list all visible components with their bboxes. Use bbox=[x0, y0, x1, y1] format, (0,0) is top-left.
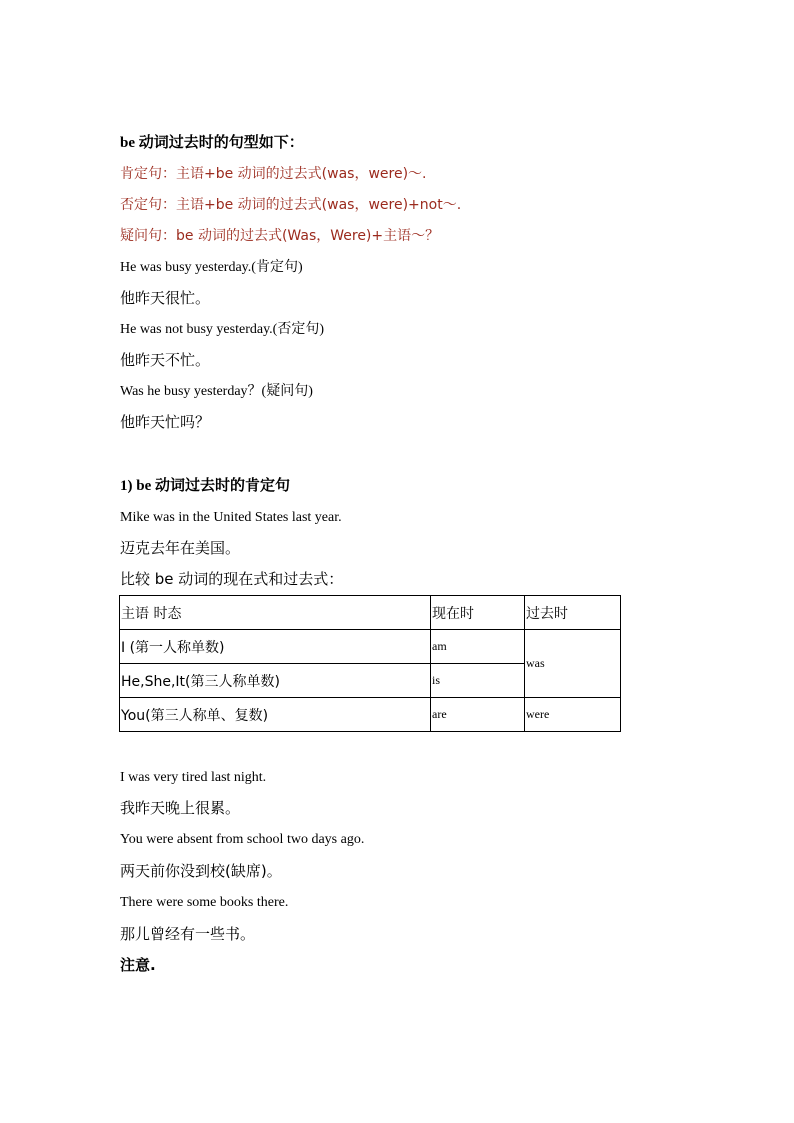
row-subject: He,She,It(第三人称单数) bbox=[120, 664, 431, 698]
example2-3-en: There were some books there. bbox=[120, 895, 289, 910]
example2-2-cn: 两天前你没到校(缺席)。 bbox=[120, 862, 282, 880]
row-present: is bbox=[431, 664, 525, 698]
example-question-en: Was he busy yesterday？(疑问句) bbox=[120, 384, 313, 399]
example2-1-cn: 我昨天晚上很累。 bbox=[120, 799, 241, 817]
row-subject: I (第一人称单数) bbox=[120, 630, 431, 664]
table-header-row bbox=[120, 596, 621, 630]
section1-example-en: Mike was in the United States last year. bbox=[120, 510, 342, 525]
pattern-negative: 否定句：主语+be 动词的过去式(was，were)+not～. bbox=[120, 197, 462, 213]
be-tense-table bbox=[119, 595, 621, 732]
row-past-merged: was bbox=[525, 630, 621, 698]
row-present: are bbox=[431, 698, 525, 732]
section1-example-cn: 迈克去年在美国。 bbox=[120, 539, 241, 557]
note-label: 注意. bbox=[120, 956, 156, 974]
section1-heading: 1) be 动词过去时的肯定句 bbox=[120, 478, 290, 494]
header-subject-tense: 主语 时态 bbox=[120, 596, 431, 630]
example2-1-en: I was very tired last night. bbox=[120, 770, 267, 785]
header-past: 过去时 bbox=[525, 596, 621, 630]
example-affirmative-en: He was busy yesterday.(肯定句) bbox=[120, 260, 303, 275]
example2-2-en: You were absent from school two days ago. bbox=[120, 832, 365, 847]
example-question-cn: 他昨天忙吗？ bbox=[120, 413, 211, 431]
row-past: were bbox=[525, 698, 621, 732]
example-negative-en: He was not busy yesterday.(否定句) bbox=[120, 322, 324, 337]
example-affirmative-cn: 他昨天很忙。 bbox=[120, 289, 211, 307]
pattern-question: 疑问句：be 动词的过去式(Was，Were)+主语～？ bbox=[120, 228, 440, 244]
pattern-affirmative: 肯定句：主语+be 动词的过去式(was，were)～. bbox=[120, 166, 427, 182]
header-present: 现在时 bbox=[431, 596, 525, 630]
compare-intro: 比较 be 动词的现在式和过去式： bbox=[120, 570, 344, 588]
table-row bbox=[120, 630, 621, 664]
example-negative-cn: 他昨天不忙。 bbox=[120, 351, 211, 369]
example2-3-cn: 那儿曾经有一些书。 bbox=[120, 925, 256, 943]
table-row bbox=[120, 698, 621, 732]
intro-heading: be 动词过去时的句型如下： bbox=[120, 135, 304, 151]
row-subject: You(第三人称单、复数) bbox=[120, 698, 431, 732]
row-present: am bbox=[431, 630, 525, 664]
